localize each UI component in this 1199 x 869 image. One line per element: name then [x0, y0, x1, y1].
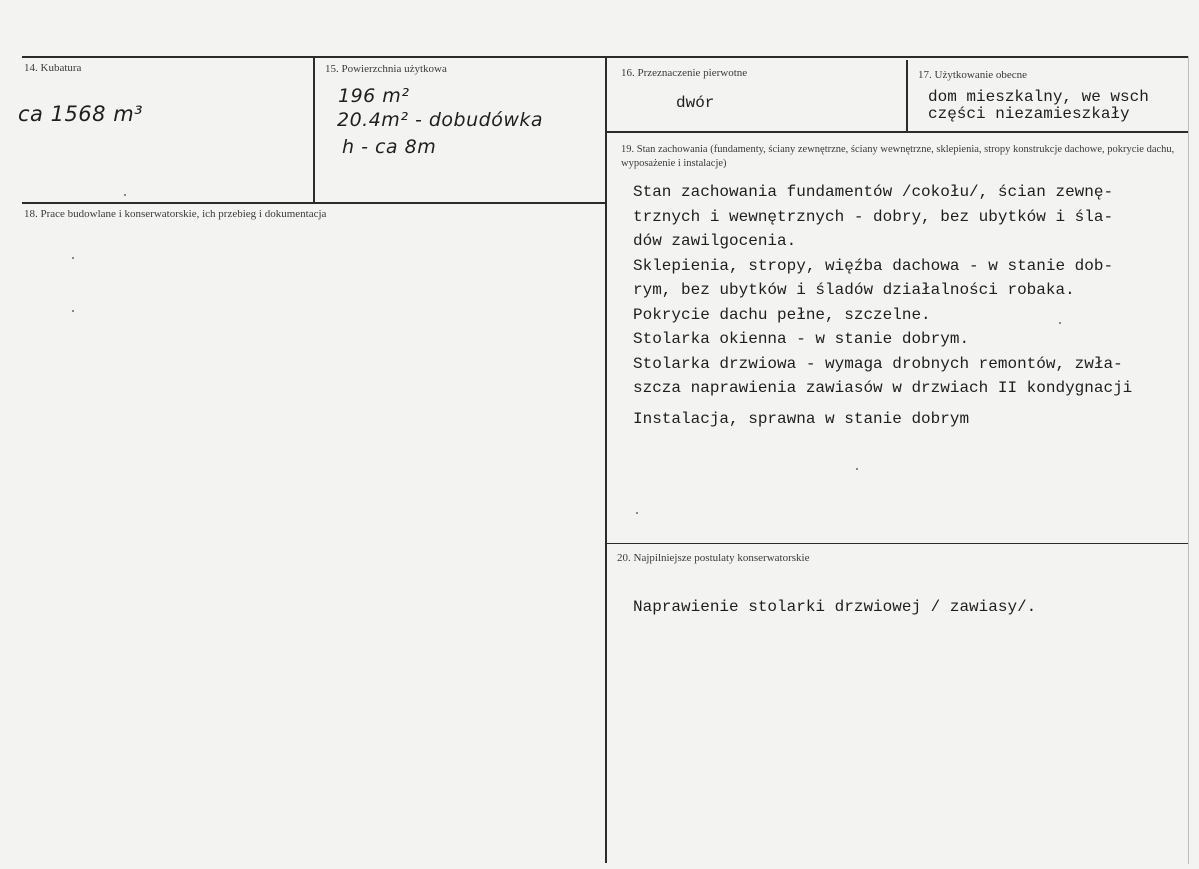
field-14-label: 14. Kubatura	[24, 62, 82, 74]
field-19-line: szcza naprawienia zawiasów w drzwiach II kondygnacji	[633, 379, 1133, 397]
field-19-line: Pokrycie dachu pełne, szczelne.	[633, 305, 931, 324]
center-divider	[605, 58, 607, 863]
field-19-line: Instalacja, sprawna w stanie dobrym	[633, 409, 970, 428]
paper-speck	[1059, 322, 1061, 324]
field-20-label: 20. Najpilniejsze postulaty konserwatorskie	[617, 552, 810, 564]
field-15-line-3: h - ca 8m	[342, 136, 437, 158]
field-19-text	[633, 180, 1132, 431]
rule-under-14-15	[22, 202, 606, 204]
rule-above-20	[607, 543, 1188, 544]
rule-under-16-17	[607, 131, 1188, 133]
paper-speck	[856, 468, 858, 470]
field-20-value: Naprawienie stolarki drzwiowej / zawiasy/.	[633, 598, 1037, 616]
field-14-value: ca 1568 m³	[18, 102, 144, 126]
field-19-line: trznych i wewnętrznych - dobry, bez ubytków i śla-	[633, 207, 1114, 226]
field-15-line-1: 196 m²	[338, 85, 410, 107]
right-edge	[1188, 56, 1189, 864]
field-16-label: 16. Przeznaczenie pierwotne	[621, 67, 748, 79]
field-19-line: Stan zachowania fundamentów /cokołu/, ścian zewnę-	[633, 183, 1114, 201]
field-19-line: Sklepienia, stropy, więźba dachowa - w stanie dob-	[633, 256, 1114, 275]
paper-speck	[72, 257, 74, 259]
paper-speck	[72, 310, 74, 312]
field-16-value: dwór	[676, 94, 715, 112]
paper-speck	[636, 512, 638, 514]
field-15-label: 15. Powierzchnia użytkowa	[325, 63, 447, 75]
field-17-line-2: części niezamieszkały	[928, 105, 1130, 123]
field-17-label: 17. Użytkowanie obecne	[918, 69, 1028, 81]
paper-speck	[124, 194, 126, 196]
field-19-line: rym, bez ubytków i śladów działalności robaka.	[633, 281, 1075, 299]
field-19-line: Stolarka drzwiowa - wymaga drobnych remontów, zwła-	[633, 354, 1123, 373]
field-17-line-1: dom mieszkalny, we wsch	[928, 88, 1149, 106]
divider-16-17	[906, 60, 908, 132]
divider-14-15	[313, 58, 315, 203]
field-19-line: Stolarka okienna - w stanie dobrym.	[633, 330, 970, 348]
field-19-label: 19. Stan zachowania (fundamenty, ściany zewnętrzne, ściany wewnętrzne, sklepienia, stropy konstrukcje dachowe, pokrycie dachu, wyposażenie i instalacje)	[621, 144, 1175, 169]
field-18-label: 18. Prace budowlane i konserwatorskie, ich przebieg i dokumentacja	[24, 208, 327, 220]
field-19-line: dów zawilgocenia.	[633, 232, 797, 250]
field-15-line-2: 20.4m² - dobudówka	[337, 109, 544, 131]
